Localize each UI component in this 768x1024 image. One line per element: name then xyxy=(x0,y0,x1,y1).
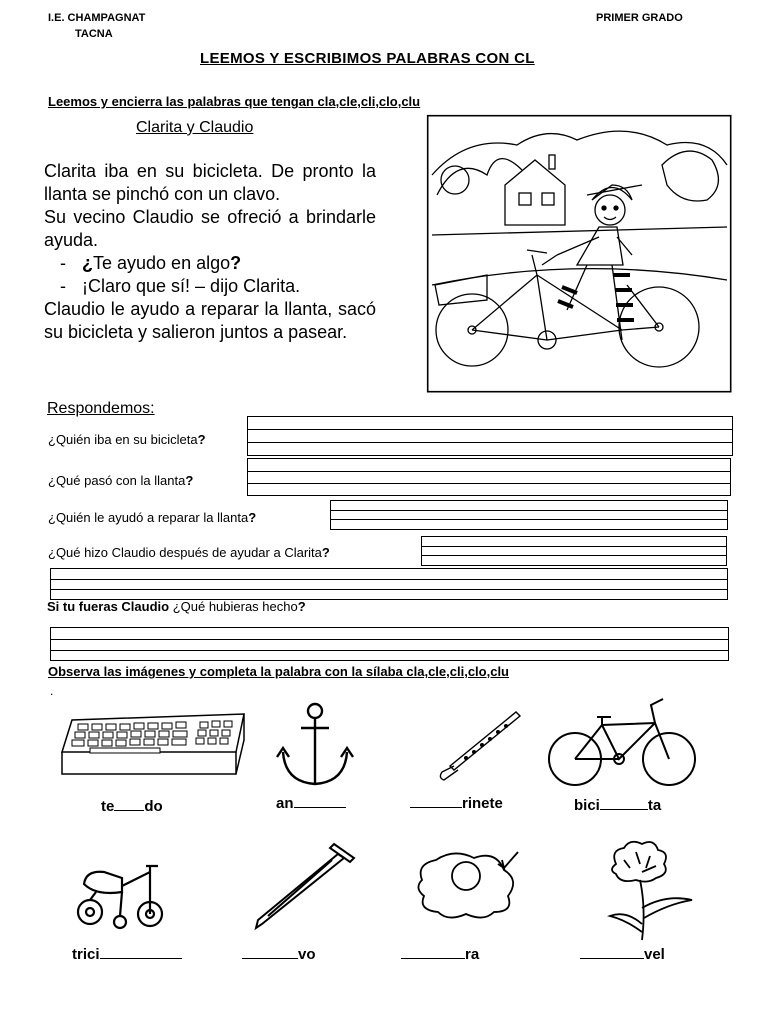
syllable-blank[interactable] xyxy=(401,946,465,959)
carnation-icon xyxy=(596,838,706,942)
syllable-blank[interactable] xyxy=(100,946,182,959)
syllable-blank[interactable] xyxy=(580,946,644,959)
story-title: Clarita y Claudio xyxy=(136,119,254,136)
story-paragraph-1: Clarita iba en su bicicleta. De pronto la llanta se pinchó con un clavo. xyxy=(44,161,376,204)
dash-mark: - xyxy=(60,253,66,273)
word-clarinet: rinete xyxy=(410,795,503,812)
page-title: LEEMOS Y ESCRIBIMOS PALABRAS CON CL xyxy=(200,50,535,67)
instruction-complete: Observa las imágenes y completa la palabra con la sílaba cla,cle,cli,clo,clu xyxy=(48,664,509,679)
word-keyboard: te do xyxy=(101,798,163,815)
respond-heading: Respondemos: xyxy=(47,400,155,417)
syllable-blank[interactable] xyxy=(600,797,648,810)
word-anchor: an xyxy=(276,795,346,812)
dash-mark: - xyxy=(60,276,66,296)
instruction-read: Leemos y encierra las palabras que tengan cla,cle,cli,clo,clu xyxy=(48,94,421,109)
school-city: TACNA xyxy=(75,28,113,40)
syllable-blank[interactable] xyxy=(114,798,144,811)
answer-lines-4a[interactable] xyxy=(421,536,727,566)
stray-dot: . xyxy=(50,684,54,698)
school-name: I.E. CHAMPAGNAT xyxy=(48,12,146,24)
grade-label: PRIMER GRADO xyxy=(596,12,683,24)
question-1: ¿Quién iba en su bicicleta? xyxy=(48,432,206,447)
syllable-blank[interactable] xyxy=(410,795,462,808)
story-paragraph-3: Claudio le ayudo a reparar la llanta, sacó su bicicleta y salieron juntos a pasear. xyxy=(44,299,376,342)
question-4: ¿Qué hizo Claudio después de ayudar a Clarita? xyxy=(48,545,330,560)
word-egg: ra xyxy=(401,946,479,963)
answer-lines-1[interactable] xyxy=(247,416,733,456)
dialogue-line-1: - ¿Te ayudo en algo? xyxy=(44,252,376,275)
question-5: Si tu fueras Claudio ¿Qué hubieras hecho? xyxy=(47,599,306,614)
anchor-icon xyxy=(275,702,355,790)
bicycle-icon xyxy=(547,697,697,791)
egg-icon xyxy=(414,850,526,924)
word-tricycle: trici xyxy=(72,946,182,963)
tricycle-icon xyxy=(76,862,168,930)
syllable-blank[interactable] xyxy=(242,946,298,959)
question-2: ¿Qué pasó con la llanta? xyxy=(48,473,194,488)
clarinet-icon xyxy=(436,708,522,784)
answer-lines-5[interactable] xyxy=(50,627,729,661)
dialogue-line-2: - ¡Claro que sí! – dijo Clarita. xyxy=(44,275,376,298)
story-text xyxy=(44,160,376,344)
story-paragraph-2: Su vecino Claudio se ofreció a brindarle ayuda. xyxy=(44,207,376,250)
answer-lines-2[interactable] xyxy=(247,458,731,496)
nail-icon xyxy=(250,838,360,930)
answer-lines-3[interactable] xyxy=(330,500,728,530)
question-3: ¿Quién le ayudó a reparar la llanta? xyxy=(48,510,257,525)
syllable-blank[interactable] xyxy=(294,795,346,808)
word-nail: vo xyxy=(242,946,316,963)
girl-on-bicycle-illustration xyxy=(427,115,732,393)
answer-lines-4b[interactable] xyxy=(50,568,728,600)
keyboard-icon xyxy=(60,712,246,782)
word-carnation: vel xyxy=(580,946,665,963)
word-bicycle: bici ta xyxy=(574,797,662,814)
